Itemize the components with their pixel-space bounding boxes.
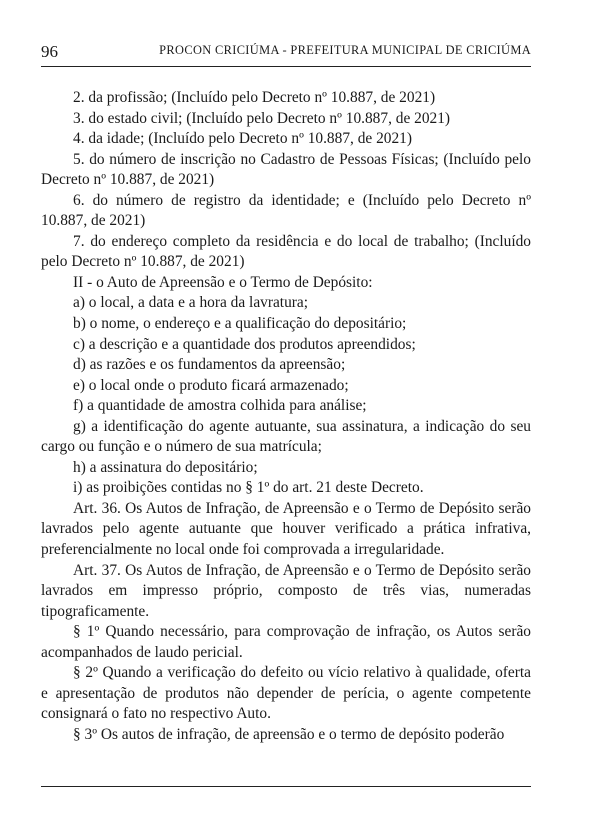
running-head: PROCON CRICIÚMA - PREFEITURA MUNICIPAL DE CRICIÚMA (159, 43, 531, 57)
section-ii-heading: II - o Auto de Apreensão e o Termo de Depósito: (73, 273, 373, 291)
item-e: e) o local onde o produto ficará armazenado; (73, 376, 349, 394)
art-36: Art. 36. Os Autos de Infração, de Apreensão e o Termo de Depósito serão lavrados pelo agente autuante que houver verificado a prática infrativa, preferencialmente no local onde foi comprovada a irregularidade. (41, 499, 531, 559)
art-37-paragraph-1: § 1º Quando necessário, para comprovação de infração, os Autos serão acompanhados de laudo pericial. (41, 623, 531, 661)
item-f: f) a quantidade de amostra colhida para análise; (73, 397, 367, 415)
item-g: g) a identificação do agente autuante, sua assinatura, a indicação do seu cargo ou função e o número de sua matrícula; (41, 417, 531, 456)
art-37-paragraph-2: § 2º Quando a verificação do defeito ou vício relativo à qualidade, oferta e apresentação de produtos não depender de perícia, o agente competente consignará o fato no respectivo Auto. (41, 664, 531, 723)
item-i: i) as proibições contidas no § 1º do art. 21 deste Decreto. (73, 479, 424, 497)
item-2-profissao: 2. da profissão; (Incluído pelo Decreto nº 10.887, de 2021) (73, 89, 436, 106)
page-number: 96 (41, 42, 58, 61)
item-d: d) as razões e os fundamentos da apreensão; (73, 356, 346, 374)
item-3-estado-civil: 3. do estado civil; (Incluído pelo Decreto nº 10.887, de 2021) (73, 109, 451, 127)
item-a: a) o local, a data e a hora da lavratura; (73, 294, 309, 312)
item-c: c) a descrição e a quantidade dos produtos apreendidos; (73, 335, 416, 353)
item-6-identidade: 6. do número de registro da identidade; e (Incluído pelo Decreto nº 10.887, de 2021) (41, 191, 531, 230)
page-header (41, 40, 531, 67)
art-37-paragraph-3: § 3º Os autos de infração, de apreensão e o termo de depósito poderão (73, 725, 505, 743)
item-h: h) a assinatura do depositário; (73, 458, 258, 476)
footer-rule (41, 786, 531, 787)
item-4-idade: 4. da idade; (Incluído pelo Decreto nº 10.887, de 2021) (73, 130, 412, 148)
item-7-endereco: 7. do endereço completo da residência e do local de trabalho; (Incluído pelo Decreto nº 10.887, de 2021) (41, 232, 531, 271)
item-5-cpf: 5. do número de inscrição no Cadastro de Pessoas Físicas; (Incluído pelo Decreto nº 10.887, de 2021) (41, 150, 531, 189)
item-b: b) o nome, o endereço e a qualificação do depositário; (73, 315, 407, 333)
page-body (41, 88, 531, 746)
art-37: Art. 37. Os Autos de Infração, de Apreensão e o Termo de Depósito serão lavrados em impresso próprio, composto de três vias, numeradas tipograficamente. (41, 561, 531, 620)
